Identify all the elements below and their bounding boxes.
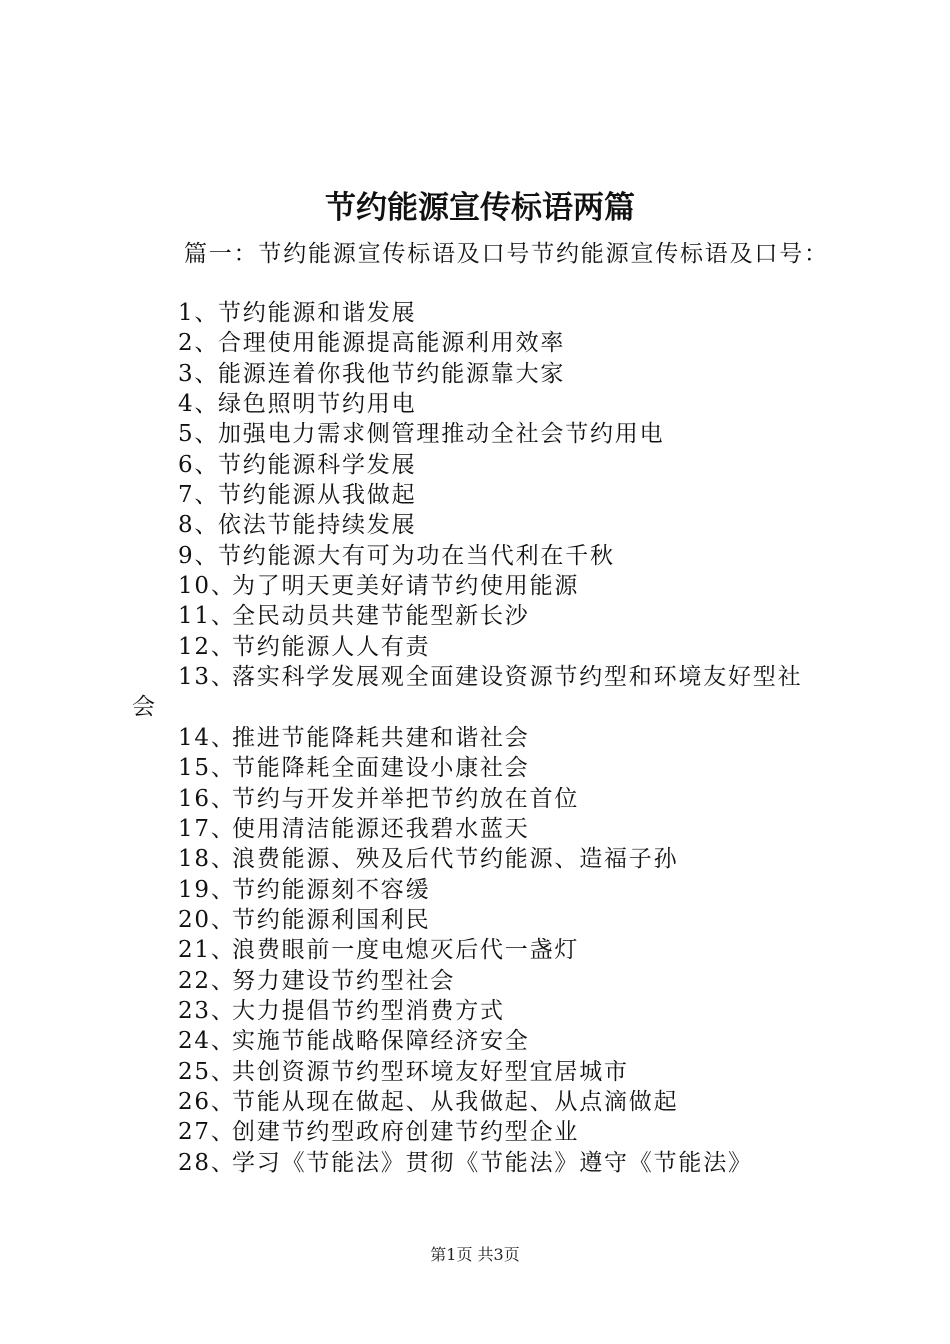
list-item-number: 8、 [178, 512, 220, 539]
page-title: 节约能源宣传标语两篇 [325, 190, 635, 226]
list-item [0, 844, 950, 874]
list-item [0, 753, 950, 783]
list-item [0, 359, 950, 389]
list-item-number: 11、 [178, 603, 236, 630]
list-item [0, 1026, 950, 1056]
list-item-text: 为了明天更美好请节约使用能源 [232, 573, 580, 600]
list-item [0, 996, 950, 1026]
list-item-text: 依法节能持续发展 [218, 512, 417, 539]
list-item-text: 节约能源从我做起 [218, 482, 417, 509]
list-item-number: 3、 [178, 360, 220, 387]
list-item-number: 7、 [178, 482, 220, 509]
list-item-text: 节约能源科学发展 [218, 451, 417, 478]
list-item-number: 28、 [178, 1149, 236, 1176]
list-item-text: 节约能源和谐发展 [218, 300, 417, 326]
list-item-text: 共创资源节约型环境友好型宜居城市 [232, 1058, 629, 1085]
list-item-text: 节约能源大有可为功在当代利在千秋 [218, 542, 615, 569]
list-item-text: 学习《节能法》贯彻《节能法》遵守《节能法》 [232, 1149, 753, 1176]
list-item [0, 723, 950, 753]
list-item [0, 450, 950, 480]
list-item [0, 875, 950, 905]
list-item-number: 21、 [178, 937, 236, 964]
list-item-text: 合理使用能源提高能源利用效率 [218, 330, 566, 357]
slogan-list [0, 298, 950, 1178]
list-item-number: 1、 [178, 300, 220, 326]
list-item [0, 632, 950, 662]
list-item-text: 推进节能降耗共建和谐社会 [232, 724, 530, 751]
list-item-text: 创建节约型政府创建节约型企业 [232, 1119, 580, 1146]
list-item [0, 541, 950, 571]
list-item-number: 20、 [178, 906, 236, 933]
list-item-number: 17、 [178, 815, 236, 842]
list-item [0, 1057, 950, 1087]
list-item-text: 浪费能源、殃及后代节约能源、造福子孙 [232, 846, 679, 873]
list-item [0, 935, 950, 965]
list-item-text-continuation: 会 [132, 694, 157, 721]
list-item [0, 571, 950, 601]
list-item [0, 814, 950, 844]
list-item-number: 18、 [178, 846, 236, 873]
list-item-number: 15、 [178, 755, 236, 782]
list-item-text: 加强电力需求侧管理推动全社会节约用电 [218, 421, 665, 448]
list-item-text: 节约能源刻不容缓 [232, 876, 431, 903]
list-item-text: 努力建设节约型社会 [232, 967, 456, 994]
list-item-number: 25、 [178, 1058, 236, 1085]
list-item-text: 浪费眼前一度电熄灭后代一盏灯 [232, 937, 580, 964]
list-item-number: 26、 [178, 1088, 236, 1115]
list-item [0, 510, 950, 540]
list-item-number: 27、 [178, 1119, 236, 1146]
list-item-text: 节约能源人人有责 [232, 633, 431, 660]
list-item-text: 能源连着你我他节约能源靠大家 [218, 360, 566, 387]
list-item-number: 6、 [178, 451, 220, 478]
list-item-text: 节约能源利国利民 [232, 906, 431, 933]
list-item-number: 14、 [178, 724, 236, 751]
list-item-number: 5、 [178, 421, 220, 448]
list-item-text: 全民动员共建节能型新长沙 [232, 603, 530, 630]
list-item-text: 实施节能战略保障经济安全 [232, 1028, 530, 1055]
list-item-text: 大力提倡节约型消费方式 [232, 997, 505, 1024]
list-item-number: 23、 [178, 997, 236, 1024]
list-item [0, 601, 950, 631]
list-item-number: 19、 [178, 876, 236, 903]
list-item-number: 10、 [178, 573, 236, 600]
list-item [0, 328, 950, 358]
list-item-text: 使用清洁能源还我碧水蓝天 [232, 815, 530, 842]
list-item [0, 1117, 950, 1147]
list-item-number: 16、 [178, 785, 236, 812]
list-item-text: 落实科学发展观全面建设资源节约型和环境友好型社 [232, 664, 803, 691]
list-item-number: 9、 [178, 542, 220, 569]
page-footer: 第1页 共3页 [430, 1245, 520, 1264]
list-item [0, 966, 950, 996]
list-item-number: 22、 [178, 967, 236, 994]
list-item [0, 662, 950, 723]
list-item [0, 905, 950, 935]
list-item-text: 绿色照明节约用电 [218, 391, 417, 418]
list-item-text: 节能降耗全面建设小康社会 [232, 755, 530, 782]
list-item-text: 节约与开发并举把节约放在首位 [232, 785, 580, 812]
list-item-number: 24、 [178, 1028, 236, 1055]
list-item [0, 1148, 950, 1178]
list-item [0, 298, 950, 328]
list-item [0, 419, 950, 449]
list-item-text: 节能从现在做起、从我做起、从点滴做起 [232, 1088, 679, 1115]
list-item [0, 1087, 950, 1117]
list-item [0, 480, 950, 510]
list-item-number: 4、 [178, 391, 220, 418]
list-item [0, 389, 950, 419]
list-item [0, 784, 950, 814]
list-item-number: 13、 [178, 664, 236, 691]
intro-paragraph: 篇一：节约能源宣传标语及口号节约能源宣传标语及口号： [184, 241, 829, 267]
list-item-number: 12、 [178, 633, 236, 660]
list-item-number: 2、 [178, 330, 220, 357]
